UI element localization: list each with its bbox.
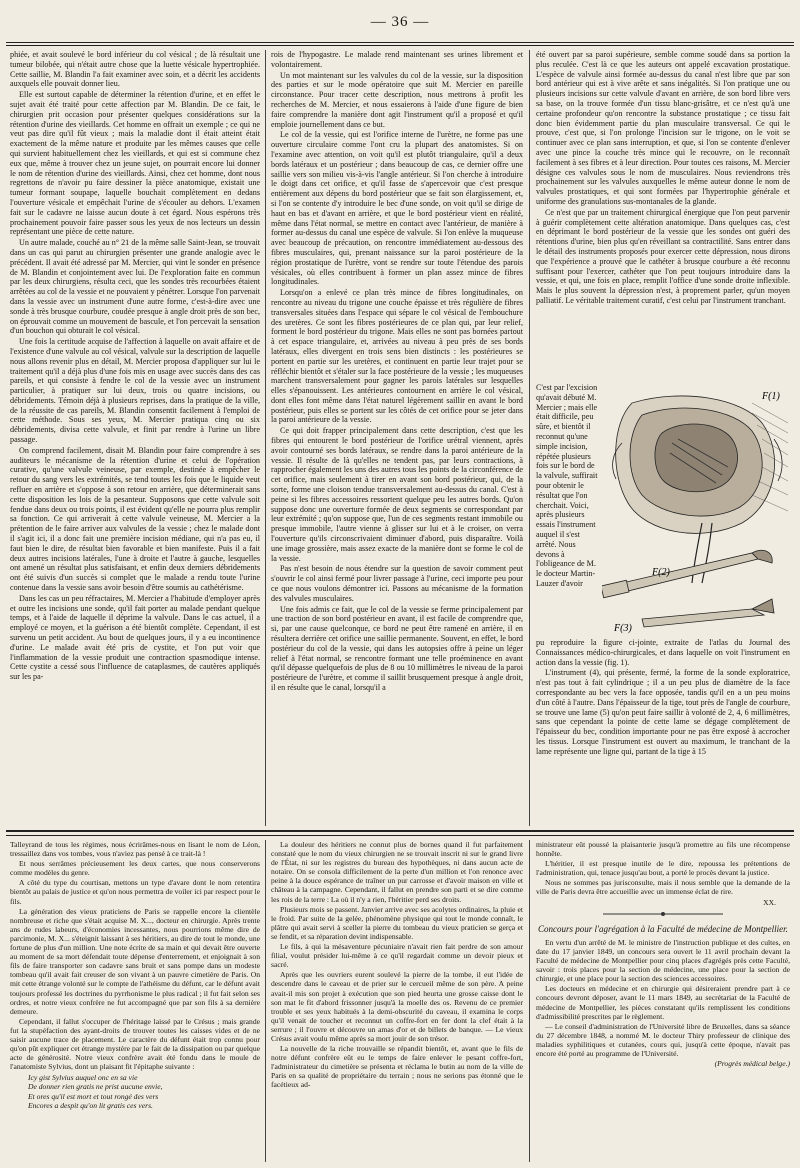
bottom-column-3 (536, 840, 790, 1162)
paragraph: La génération des vieux praticiens de Paris se rappelle encore la clientèle nombreuse et riche que s'était acquise M. X..., docteur en chirurgie. Après trente ans de rudes labeurs, d'économies incessantes, nous pourrions même dire de parcimonie, M. X... s'éteignit laissant à ses héritiers, au dire de tout le monde, une fortune de plus d'un million. Une note écrite de sa main et qui devait être ouverte au moment de sa mort défendait toute dépense d'enterrement, et enjoignait à son fils de faire transporter son cadavre sans bruit et sans pompe dans un modeste tombeau qu'il avait fait creuser de son vivant à un pauvre cimetière de Paris. On mit cette étrange volonté sur le compte de l'athéisme du défunt, car le défunt avait toujours professé les doctrines du pyrrhonisme le plus radical ; il fut fait selon ses ordres, et notre vieux confrère ne fut accompagné que par son fils à sa dernière demeure. (10, 906, 260, 1016)
paragraph: La nouvelle de la riche trouvaille se répandit bientôt, et, avant que le fils de notre défunt confrère eût eu le temps de faire enlever le pesant coffre-fort, l'administrateur du cimetière se présenta et réclama le butin au nom de la ville de Paris en sa qualité de propriétaire du terrain ; nous ne serions pas étonné que le facétieux ad- (271, 1044, 523, 1090)
paragraph: Plusieurs mois se passent. Janvier arrive avec ses acolytes ordinaires, la pluie et le froid. Par suite de la gelée, phénomène physique qui tout le monde connaît, le plâtre qui avait servi à sceller la pierre du tombeau du vieux praticien se gerça et se fendit, et sa réparation devint indispensable. (271, 904, 523, 941)
ornament-divider (536, 910, 790, 919)
paragraph: On comprend facilement, disait M. Blandin pour faire comprendre à ses auditeurs le mécanisme de la rétention d'urine et celui de l'opération curative, qu'une valvule veineuse, par exemple, destinée à empêcher le retour du sang vers les extrémités, se tend toutes les fois que le liquide veut refluer en arrière et s'oppose à son retour en arrière, que déterminerait sans cette disposition les lois de la pesanteur. Supposons que cette valvule soit fendue dans deux ou trois points, il est évident qu'elle ne pourra plus remplir sa fonction. Ce qui arriverait à cette valvule veineuse, M. Mercier a la prétention de le faire arriver aux valvules de la vessie ; chez le malade dont il s'agit ici, il a donc fait une première incision médiane, qui n'a pas eu, il faut bien le dire, de résultat bien favorable et bien manifeste. Puis il a fait deux autres incisions latérales, l'une à droite et l'autre à gauche, lesquelles ont amené un résultat plus satisfaisant, et enfin deux derniers débridements ont été suivis d'un succès si complet que le malade a rendu toute l'urine contenue dans la vessie sans avoir besoin d'être soumis au cathétérisme. (10, 445, 260, 593)
paragraph: rois de l'hypogastre. Le malade rend maintenant ses urines librement et volontairement. (271, 50, 523, 69)
paragraph: La douleur des héritiers ne connut plus de bornes quand il fut parfaitement constaté que le nom du vieux chirurgien ne se trouvait inscrit ni sur le grand livre de l'État, ni sur les registres du bureau des hypothèques, ni dans aucun acte de notaire. On se consola difficilement de la perte d'un million et l'on renonce avec peine à la douce espérance de traîner un pur carrosse et d'avoir maison en ville et château à la campagne. Cependant, il fallut en prendre son parti et se dire comme les rois de la terre : La où il n'y a rien, l'héritier perd ses droits. (271, 840, 523, 904)
paragraph: Une fois admis ce fait, que le col de la vessie se ferme principalement par une traction de son bord postérieur en avant, il est facile de comprendre que, si, par une cause quelconque, ce bord ne peut être ramené en arrière, il en résultera derrière cet orifice une saillie permanente. Souvent, en effet, le bord postérieur du col de la vessie, qui dans les autopsies offre à peine un léger relief à l'état normal, se rencontre formant une telle proéminence en avant qu'il dépasse quelquefois de plus de 8 ou 10 millimètres le niveau de la paroi postérieure de l'urètre, et comme il saillit brusquement presque à angle droit, il en résulte que le canal, lorsqu'il a (271, 604, 523, 692)
figure-label-1: F(1) (762, 391, 780, 402)
figure-block (536, 383, 790, 635)
column-3-lower-text (536, 638, 790, 826)
paragraph: Pas n'est besoin de nous étendre sur la question de savoir comment peut s'ouvrir le col ainsi fermé pour livrer passage à l'urine, ceci importe peu pour ce que nous voulons démontrer ici. Passons au mécanisme de la formation des valvules musculaires. (271, 564, 523, 603)
paragraph: Ce n'est que par un traitement chirurgical énergique que l'on peut parvenir à guérir complètement cette altération anatomique. Dans quelques cas, c'est en déprimant le bord postérieur de la vessie que les sondes ont guéri des rétentions d'urine, bien plus qu'en réveillant sa contractilité. Sans entrer dans le détail des instruments proposés pour exercer cette dépression, nous dirons que l'expérience a prouvé que le cathéter à brusque courbure a été reconnu suffisant pour l'exercer, cathéter que l'on peut toujours introduire dans la vessie, et qui, une fois en place, remplit l'office d'une sonde droite inflexible. Mais le plus souvent la dépression n'est, à proprement parler, qu'un moyen palliatif. Le véritable traitement curatif, c'est celui par l'instrument tranchant. (536, 207, 790, 305)
paragraph: Cependant, il fallut s'occuper de l'héritage laissé par le Crésus ; mais grande fut la stupéfaction des ayant-droits de trouver toutes les caisses vides et de ne saisir aucune trace de placement. Le caractère du défunt était trop connu pour qu'on pût expliquer cet étrange mystère par le fait de la dissipation ou par quelque acte de générosité. Notre vieux confrère avait été fondu dans le moule de l'anatomiste Sylvius, dont un plaisant fit l'épitaphe suivante : (10, 1016, 260, 1072)
paragraph: Ce qui doit frapper principalement dans cette description, c'est que les fibres qui entourent le bord postérieur de l'orifice urétral viennent, après avoir contourné ses bords latéraux, se rendre dans la paroi antérieure de la vessie. Il résulte de là qu'elles ne tendent pas, par leurs contractions, à rapprocher également les uns des autres tous les points de la circonférence de cet orifice, mais seulement à tirer en avant son bord postérieur, qui, de la sorte, forme une cloison tendue transversalement au-dessus du canal. C'est à peine si les fibres accessoires ressortent quelque peu les autres bords. Qu'on suppose donc une ouverture formée de deux segments se correspondant par leur extrémité ; qu'on suppose que, l'un de ces segments restant immobile ou presque immobile, l'autre vienne à glisser sur lui et à le croiser, on verra l'ouverture qu'ils circonscrivaient diminuer d'abord, puis disparaître. Voilà une image grossière, mais assez exacte de la manière dont se forme le col de la vessie. (271, 426, 523, 563)
paragraph: L'héritier, il est presque inutile de le dire, repoussa les prétentions de l'administration, qui, tenace jusqu'au bout, a porté le procès devant la justice. (536, 859, 790, 878)
figure-label-3: F(3) (614, 623, 632, 634)
column-divider (265, 840, 266, 1162)
paragraph: phiée, et avait soulevé le bord inférieur du col vésical ; de là résultait une tumeur bilobée, qui n'était autre chose que la luette vésicale hypertrophiée. Cette saillie, M. Blandin l'a fait examiner avec soin, et a décrit les accidents auxquels elle pouvait donner lieu. (10, 50, 260, 89)
paragraph: Nous ne sommes pas jurisconsulte, mais il nous semble que la demande de la ville de Paris devra être accueillie avec un immense éclat de rire. (536, 878, 790, 897)
bottom-column-1 (10, 840, 260, 1162)
paragraph: Dans les cas un peu réfractaires, M. Mercier a l'habitude d'employer après et outre les incisions une sonde, qu'il fait porter au malade pendant quelque temps, et à l'aide de laquelle il déprime la valvule. Dans le cas actuel, il a employé ce moyen, et la guérison a été bientôt complète. Cependant, il est survenu un petit accident. Au bout de quelques jours, il y a eu incontinence d'urine. Le malade avait été pris de cystite, et l'on put voir que l'inflammation de la vessie produit une contraction spasmodique intense. Cette cystite a cessé sous l'influence de cataplasmes, de cautères appliqués sur les pa- (10, 593, 260, 682)
paragraph: été ouvert par sa paroi supérieure, semble comme soudé dans sa portion la plus reculée. C'est là ce que les auteurs ont appelé excavation prostatique. L'espèce de valvule ainsi formée au-dessus du canal n'est libre que par son bord antérieur qui est à vive arête et sans inégalités. Si l'on pratique une ou plusieurs incisions sur cette valvule d'avant en arrière, de son bord libre vers sa base, on la trouve formée d'un tissu blanc-grisâtre, et ce n'est qu'à une certaine profondeur qu'on rencontre la substance prostatique ; ce tissu fait donc bien évidemment partie du plan musculaire transversal. Ce qui le prouve, c'est que, si l'on prolonge l'incision sur le trigone, on le voit se continuer avec ce plan sans interruption, et que, si l'on se contente d'enlever avec une pince la couche très mince qui le recouvre, on le reconnaît facilement à ses fibres et à leur direction. Pour toutes ces raisons, M. Mercier désigne ces valvules sous le nom de musculaires. Nous reviendrons très prochainement sur les valvules auxquelles le même auteur donne le nom de valvules prostatiques, et qui sont formées par l'hypertrophie générale et uniforme des granulations sus-montanales de la glande. (536, 50, 790, 206)
paragraph: Et nous serrâmes précieusement les deux cartes, que nous conserverons comme modèles du genre. (10, 859, 260, 878)
concours-title: Concours pour l'agrégation à la Faculté de médecine de Montpellier. (538, 923, 788, 934)
top-column-1 (10, 50, 260, 826)
column-divider (529, 840, 530, 1162)
column-divider (529, 50, 530, 826)
paragraph: pu reproduire la figure ci-jointe, extraite de l'atlas du Journal des Connaissances médico-chirurgicales, et dans laquelle on voit l'instrument en action dans la vessie (fig. 1). (536, 638, 790, 667)
paragraph: Lorsqu'on a enlevé ce plan très mince de fibres longitudinales, on rencontre au niveau du trigone une couche épaisse et très régulière de fibres transversales situées dans l'espace qui sépare le col vésical de l'embouchure des uretères. Ce sont les fibres postérieures de ce plan qui, par leur relief, forment le bord postérieur du trigone. Mais elles ne sont pas bornées partout à cet espace triangulaire, et, arrivées au niveau à peu près de ses bords latéraux, elles divergent en trois sens bien distincts : les postérieures se portent en partie sur les uretères, et continuent en partie leur trajet pour se réfléchir bientôt et s'étaler sur la face postérieure de la vessie ; les muqueuses marchent transversalement pour gagner les parois latérales sur lesquelles elles s'épanouissent. Les antérieures contournent en arrière le col vésical, dont elles font même dans l'état naturel légèrement saillir en avant le bord postérieur, puis elles se portent sur les côtés de cet orifice pour se jeter dans la paroi antérieure de la vessie. (271, 288, 523, 425)
paragraph: En vertu d'un arrêté de M. le ministre de l'instruction publique et des cultes, en date du 17 janvier 1849, un concours sera ouvert le 11 avril prochain devant la Faculté de médecine de Montpellier pour cinq places d'agrégés près cette Faculté, savoir : trois places pour la section de médecine, une place pour la section de chirurgie, et une place pour la section des sciences accessoires. (536, 937, 790, 984)
poem-line: Et ores qu'il est mort et tout rongé des vers (28, 1091, 159, 1101)
column-divider (265, 50, 266, 826)
epitaph-poem (28, 1073, 260, 1109)
paragraph: A côté du type du courtisan, mettons un type d'avare dont le nom retentira bientôt au palais de justice et qu'on nous permettra de voiler ici par respect pour le fils. (10, 878, 260, 906)
poem-line: Icy gist Sylvius auquel onc en sa vie (28, 1073, 138, 1083)
paragraph: Les docteurs en médecine et en chirurgie qui désireraient prendre part à ce concours devront déposer, avant le 11 mars 1849, au secrétariat de la Faculté de médecine de Montpellier, les pièces constatant qu'ils remplissent les conditions d'admissibilité prescrites par le règlement. (536, 984, 790, 1021)
source-citation: (Progrès médical belge.) (714, 1059, 790, 1069)
paragraph: Une fois la certitude acquise de l'affection à laquelle on avait affaire et de l'existence d'une valvule au col vésical, valvule sur la description de laquelle nous allons revenir plus en détail, M. Mercier proposa d'appliquer sur lui le traitement qu'il a déjà plus d'une fois mis en usage avec succès dans des cas pareils, et qui consiste à fendre le col de la vessie avec un instrument particulier, à pratiquer sur lui deux, trois ou quatre incisions, ou débridements. Témoin déjà à plusieurs reprises, dans la pratique de la ville, de la réussite de cas pareils, M. Blandin consentit facilement à l'emploi de cette méthode. Sous ses yeux, M. Mercier pratiqua cinq ou six débridements, divisa cette valvule, et finit par rendre à l'urine un libre passage. (10, 337, 260, 445)
figure-side-text: C'est par l'excision qu'avait débuté M. Mercier ; mais elle était difficile, peu sûre, et bientôt il reconnut qu'une simple incision, répétée plusieurs fois sur le bord de la valvule, suffirait pour obtenir le résultat que l'on cherchait. Voici, après plusieurs essais l'instrument auquel il s'est arrêté. Nous devons à l'obligeance de M. le docteur Martin-Lauzer d'avoir (536, 383, 598, 588)
figure-2-instrument (602, 550, 772, 598)
author-signature: XX. (763, 897, 776, 907)
section-rule (6, 830, 794, 832)
paragraph: Le fils, à qui la mésaventure pécuniaire n'avait rien fait perdre de son amour filial, voulut présider lui-même à ce qu'il regardait comme un devoir pieux et sacré. (271, 942, 523, 970)
figure-label-2: F(2) (652, 567, 670, 578)
section-rule-thin (6, 835, 794, 836)
paragraph: Un mot maintenant sur les valvules du col de la vessie, sur la disposition des parties et sur le mode opératoire que suit M. Mercier en pareille circonstance. Pour tracer cette description, nous mettrons à profit les recherches de M. Mercier, et nous essaierons à l'aide d'une figure de bien faire comprendre la manière dont agit l'instrument qu'il a proposé et qu'il emploie journellement dans ce but. (271, 70, 523, 129)
paragraph: — Le conseil d'administration de l'Université libre de Bruxelles, dans sa séance du 27 décembre 1848, a nommé M. le docteur Thiry professeur de clinique des maladies syphilitiques et cutanées, cours qui, jusqu'à cette époque, n'avait pas encore été porté au programme de l'Université. (536, 1021, 790, 1058)
paragraph: Un autre malade, couché au n° 21 de la même salle Saint-Jean, se trouvait dans un cas qui parut au chirurgien présenter une grande analogie avec le précédent. Il avait été adressé par M. Mercier, qui vint le sonder en présence de M. Blandin et conjointement avec lui. De l'exploration faite en commun par les deux chirurgiens, résulta ceci, que les sondes très recourbées étaient arrêtées au col de la vessie et ne pouvaient y pénétrer. Lorsque l'on parvenait dans la vessie avec un instrument d'une autre forme, c'est-à-dire avec une sonde à très brusque courbure, coudée presque à angle droit près de son bec, on éprouvait comme un mouvement de bascule, et l'on percevait la sensation d'un bouchon qui obturait le col vésical. (10, 238, 260, 336)
surgical-figure (602, 383, 790, 635)
page-number: — 36 — (370, 14, 430, 30)
header-rule (6, 42, 794, 46)
top-column-2 (271, 50, 523, 826)
paragraph: Elle est surtout capable de déterminer la rétention d'urine, et en effet le sujet avait été traité pour cette affection par M. Blandin. De ce fait, le chirurgien prit occasion pour présenter quelques considérations sur la rétention d'urine des vieillards. Cet homme en offrait un exemple ; ce qui ne veut pas dire qu'il fût vieux ; mais la maladie dont il était atteint était exactement de la même nature et produite par les mêmes causes que celle qui survient habituellement chez les vieillards, et qui est si commune chez eux que, même à trouver chez un jeune sujet, on pourrait encore lui donner le nom de rétention d'urine des vieillards. Ainsi, chez cet homme, dont nous regrettons de n'avoir pu faire dessiner la pièce anatomique, existait une tumeur formant soupape, laquelle bouchait complètement en dedans l'ouverture vésicale et empêchait l'urine de s'écouler au dehors. L'examen fait sur le cadavre ne laisse aucun doute à cet égard. Nous espérons très prochainement pouvoir faire passer sous les yeux de nos lecteurs un dessin représentant une pièce de cette nature. (10, 90, 260, 237)
poem-line: Encores a despit qu'on lit gratis ces vers. (28, 1100, 153, 1110)
bottom-column-2 (271, 840, 523, 1162)
paragraph: Talleyrand de tous les régimes, nous écrirâmes-nous en lisant le nom de Léon, tressaillez dans vos tombes, vous n'aviez pas pensé à ce trait-là ! (10, 840, 260, 859)
paragraph: ministrateur eût poussé la plaisanterie jusqu'à promettre au fils une récompense honnête. (536, 840, 790, 859)
column-3-upper-text (536, 50, 790, 380)
paragraph: L'instrument (4), qui présente, fermé, la forme de la sonde exploratrice, n'est pas tout à fait cylindrique ; il a un peu plus de diamètre de la face correspondante au bec vers la face opposée, tandis qu'il en a un peu moins d'un côté à l'autre. Dans l'épaisseur de la tige, tout près de l'angle de courbure, se trouve une lame (5) qu'on peut faire saillir à volonté de 2, 4, 6 millimètres, sans que cependant la pointe de cette lame se dégage complètement de l'épaisseur du bec, condition importante pour ne pas être exposé à accrocher les tissus. Lorsque l'instrument est ouvert au maximum, le tranchant de la lame représente une ligne qui, partant de la tige à 15 (536, 668, 790, 756)
ornament-line (603, 911, 723, 917)
poem-line: De donner rien gratis ne prist aucune envie, (28, 1082, 163, 1092)
figure-3-blade (642, 599, 774, 627)
paragraph: Après que les ouvriers eurent soulevé la pierre de la tombe, il eut l'idée de descendre dans le caveau et de prier sur le cercueil même de son père. A peine avait-il mis son projet à exécution que son pied heurta une grosse caisse dont le son mat le fit d'abord frissonner jusqu'à la moelle des os. Revenu de ce premier trouble et ses yeux habitués à la demi-obscurité du caveau, il examina le corps qu'il venait de toucher et reconnut un coffre-fort en fer dont la clef était à la serrure ; il l'ouvre et découvre un amas d'or et de billets de banque. — Le vieux Crésus avait voulu même après sa mort jouir de son trésor. (271, 970, 523, 1043)
paragraph: Le col de la vessie, qui est l'orifice interne de l'urètre, ne forme pas une ouverture circulaire comme l'ont cru la plupart des anatomistes. Si on l'examine avec attention, on voit qu'il est plutôt triangulaire, qu'il a deux bords latéraux et un postérieur ; dans beaucoup de cas, ce dernier offre une saillie vers son milieu vis-à-vis l'angle antérieur. Si l'on cherche à introduire le doigt dans cet orifice, et qu'il fasse de s'apercevoir que c'est presque entièrement aux dépens du bord postérieur que se fait son élargissement, et, si l'on se contente d'y introduire le bec d'une sonde, on voit qu'il se dirige de haut en bas et d'avant en arrière, et que le bord postérieur vient en réalité, même dans l'état normal, se mettre en contact avec l'antérieur, de manière à former au-dessus du canal une espèce de valvule. Si l'on enlève la muqueuse avec beaucoup de précaution, on rencontre immédiatement au-dessous des fibres musculaires, qui, prenant naissance sur la paroi postérieure de la région prostatique de l'urètre, vont se rendre sur toute l'étendue des parois vésicales, où elles contribuent à former un plan assez mince de fibres longitudinales. (271, 130, 523, 287)
